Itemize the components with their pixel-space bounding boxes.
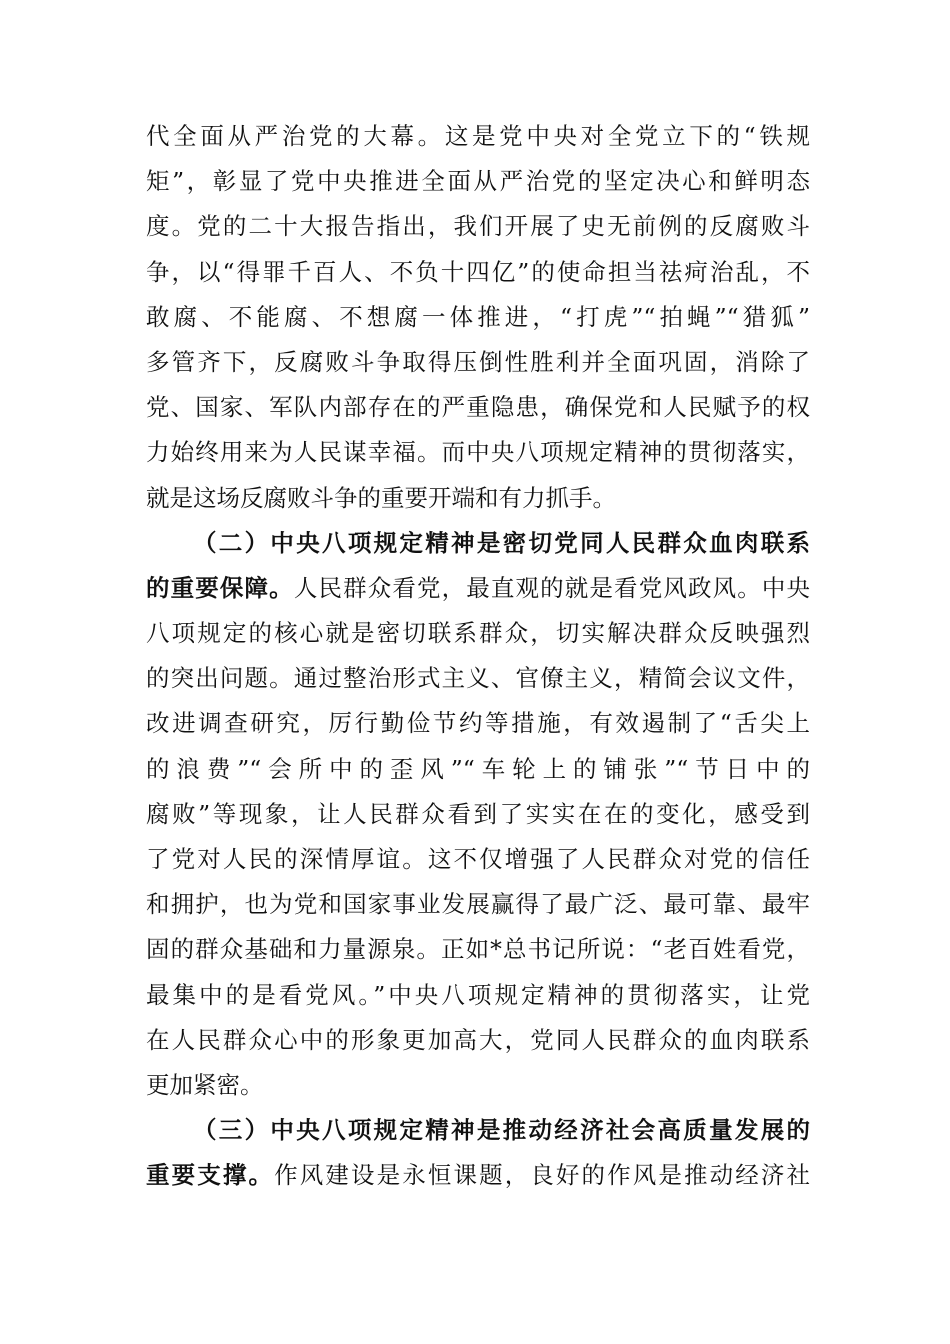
body-line: 的突出问题。通过整治形式主义、官僚主义，精简会议文件， bbox=[146, 664, 810, 693]
body-line: 代全面从严治党的大幕。这是党中央对全党立下的“铁规 bbox=[146, 122, 810, 150]
body-line bbox=[146, 1153, 810, 1198]
body-line: 就是这场反腐败斗争的重要开端和有力抓手。 bbox=[146, 483, 616, 512]
body-line: 在人民群众心中的形象更加高大，党同人民群众的血肉联系 bbox=[146, 1025, 810, 1054]
body-line: 矩”，彰显了党中央推进全面从严治党的坚定决心和鲜明态 bbox=[146, 167, 810, 196]
section-heading: （三）中央八项规定精神是推动经济社会高质量发展的 bbox=[193, 1116, 810, 1145]
body-line: 党、国家、军队内部存在的严重隐患，确保党和人民赋予的权 bbox=[146, 393, 810, 422]
body-line: 最集中的是看党风。”中央八项规定精神的贯彻落实，让党 bbox=[146, 980, 810, 1009]
body-line bbox=[146, 566, 810, 611]
document-body bbox=[146, 114, 810, 1199]
body-line: 改进调查研究，厉行勤俭节约等措施，有效遏制了“舌尖上 bbox=[146, 709, 810, 738]
section-heading: （二）中央八项规定精神是密切党同人民群众血肉联系 bbox=[193, 528, 810, 557]
section-heading-tail: 的重要保障。 bbox=[146, 573, 294, 602]
body-line: 了党对人民的深情厚谊。这不仅增强了人民群众对党的信任 bbox=[146, 845, 810, 873]
body-line: 八项规定的核心就是密切联系群众，切实解决群众反映强烈 bbox=[146, 619, 810, 648]
body-line: 腐败”等现象，让人民群众看到了实实在在的变化，感受到 bbox=[146, 799, 810, 828]
body-line: 的浪费”“会所中的歪风”“车轮上的铺张”“节日中的 bbox=[146, 754, 810, 783]
body-line: 多管齐下，反腐败斗争取得压倒性胜利并全面巩固，消除了 bbox=[146, 347, 810, 376]
body-line: 度。党的二十大报告指出，我们开展了史无前例的反腐败斗 bbox=[146, 212, 810, 241]
body-line: 更加紧密。 bbox=[146, 1070, 264, 1099]
body-line: 争，以“得罪千百人、不负十四亿”的使命担当祛疴治乱，不 bbox=[146, 257, 810, 286]
body-line: 敢腐、不能腐、不想腐一体推进，“打虎”“拍蝇”“猎狐” bbox=[146, 302, 810, 331]
body-line: 固的群众基础和力量源泉。正如*总书记所说：“老百姓看党， bbox=[146, 935, 810, 964]
body-line: 和拥护，也为党和国家事业发展赢得了最广泛、最可靠、最牢 bbox=[146, 890, 810, 919]
body-line: 力始终用来为人民谋幸福。而中央八项规定精神的贯彻落实， bbox=[146, 438, 810, 467]
body-text: 作风建设是永恒课题，良好的作风是推动经济社 bbox=[274, 1161, 811, 1190]
body-text: 人民群众看党，最直观的就是看党风政风。中央 bbox=[293, 573, 811, 602]
section-heading-tail: 重要支撑。 bbox=[146, 1161, 275, 1190]
